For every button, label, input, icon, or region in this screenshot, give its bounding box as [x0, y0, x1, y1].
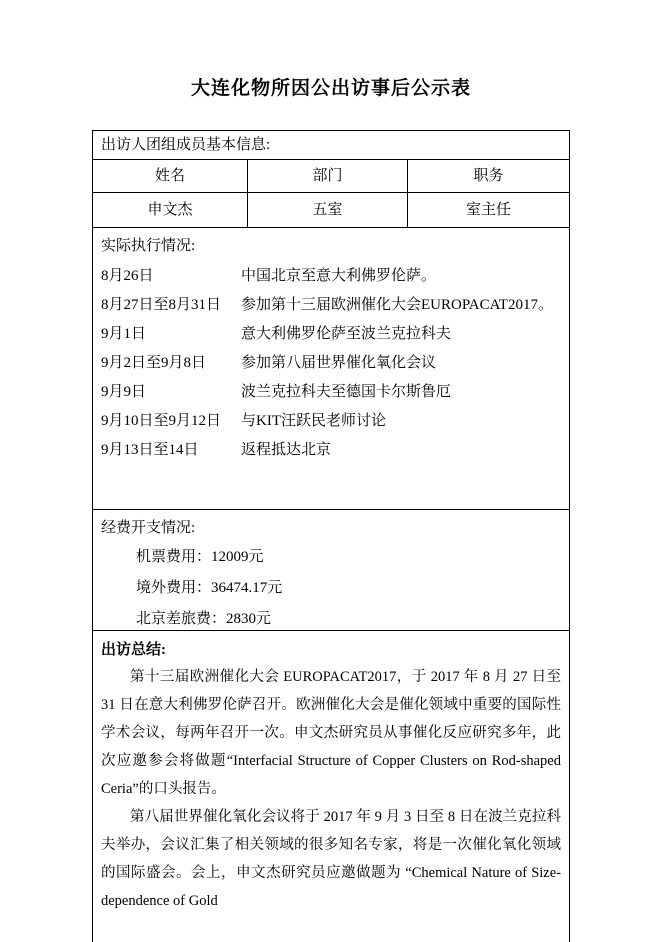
schedule-date: 9月10日至9月12日	[101, 413, 222, 429]
summary-section-label: 出访总结:	[101, 642, 166, 658]
summary-paragraph: 第八届世界催化氧化会议将于 2017 年 9 月 3 日至 8 日在波兰克拉科夫举办，会议汇集了相关领域的很多知名专家，将是一次催化氧化领域的国际盛会。会上，申文杰研究员应邀做题为 “Chemical Nature of Size-dependence of Gold	[101, 809, 561, 909]
expense-item: 机票费用：12009元	[136, 549, 264, 565]
execution-section	[93, 228, 569, 510]
schedule-date: 9月1日	[101, 326, 147, 342]
schedule-date: 9月2日至9月8日	[101, 355, 207, 371]
schedule-item	[101, 378, 561, 407]
schedule-description: 波兰克拉科夫至德国卡尔斯鲁厄	[241, 384, 452, 400]
schedule-description: 与KIT汪跃民老师讨论	[241, 413, 386, 429]
member-info-section-row	[93, 131, 569, 160]
expense-item: 境外费用：36474.17元	[136, 580, 283, 596]
column-header-department: 部门	[248, 160, 408, 192]
member-header-row	[93, 160, 569, 193]
form-table	[92, 130, 570, 942]
expense-section-label: 经费开支情况:	[101, 520, 196, 536]
member-value-row	[93, 193, 569, 228]
page-title: 大连化物所因公出访事后公示表	[190, 78, 471, 99]
summary-paragraph: 第十三届欧洲催化大会 EUROPACAT2017，于 2017 年 8 月 27 日至 31 日在意大利佛罗伦萨召开。欧洲催化大会是催化领域中重要的国际性学术会议，每两年召开一次。申文杰研究员从事催化反应研究多年，此次应邀参会将做题“Interfacial Structure of Copper Clusters on Rod-shaped Ceria”的口头报告。	[101, 669, 561, 797]
schedule-date: 8月27日至8月31日	[101, 297, 222, 313]
summary-section	[93, 631, 569, 942]
member-info-section-label: 出访人团组成员基本信息:	[101, 137, 271, 153]
expense-section	[93, 510, 569, 631]
schedule-item	[101, 407, 561, 436]
schedule-date: 8月26日	[101, 268, 154, 284]
schedule-description: 中国北京至意大利佛罗伦萨。	[241, 268, 437, 284]
schedule-description: 意大利佛罗伦萨至波兰克拉科夫	[241, 326, 452, 342]
schedule-date: 9月9日	[101, 384, 147, 400]
schedule-item	[101, 320, 561, 349]
schedule-date: 9月13日至14日	[101, 442, 199, 458]
schedule-description: 参加第八届世界催化氧化会议	[241, 355, 437, 371]
schedule-item	[101, 291, 561, 320]
schedule-description: 返程抵达北京	[241, 442, 332, 458]
expense-item: 北京差旅费：2830元	[136, 611, 272, 627]
member-name-value: 申文杰	[93, 193, 248, 227]
schedule-item	[101, 436, 561, 465]
column-header-name: 姓名	[93, 160, 248, 192]
column-header-position: 职务	[473, 168, 504, 184]
schedule-description: 参加第十三届欧洲催化大会EUROPACAT2017。	[241, 297, 553, 313]
schedule-item	[101, 262, 561, 291]
execution-section-label: 实际执行情况:	[101, 238, 196, 254]
member-position-value: 室主任	[465, 202, 511, 218]
member-department-value: 五室	[248, 193, 408, 227]
schedule-item	[101, 349, 561, 378]
